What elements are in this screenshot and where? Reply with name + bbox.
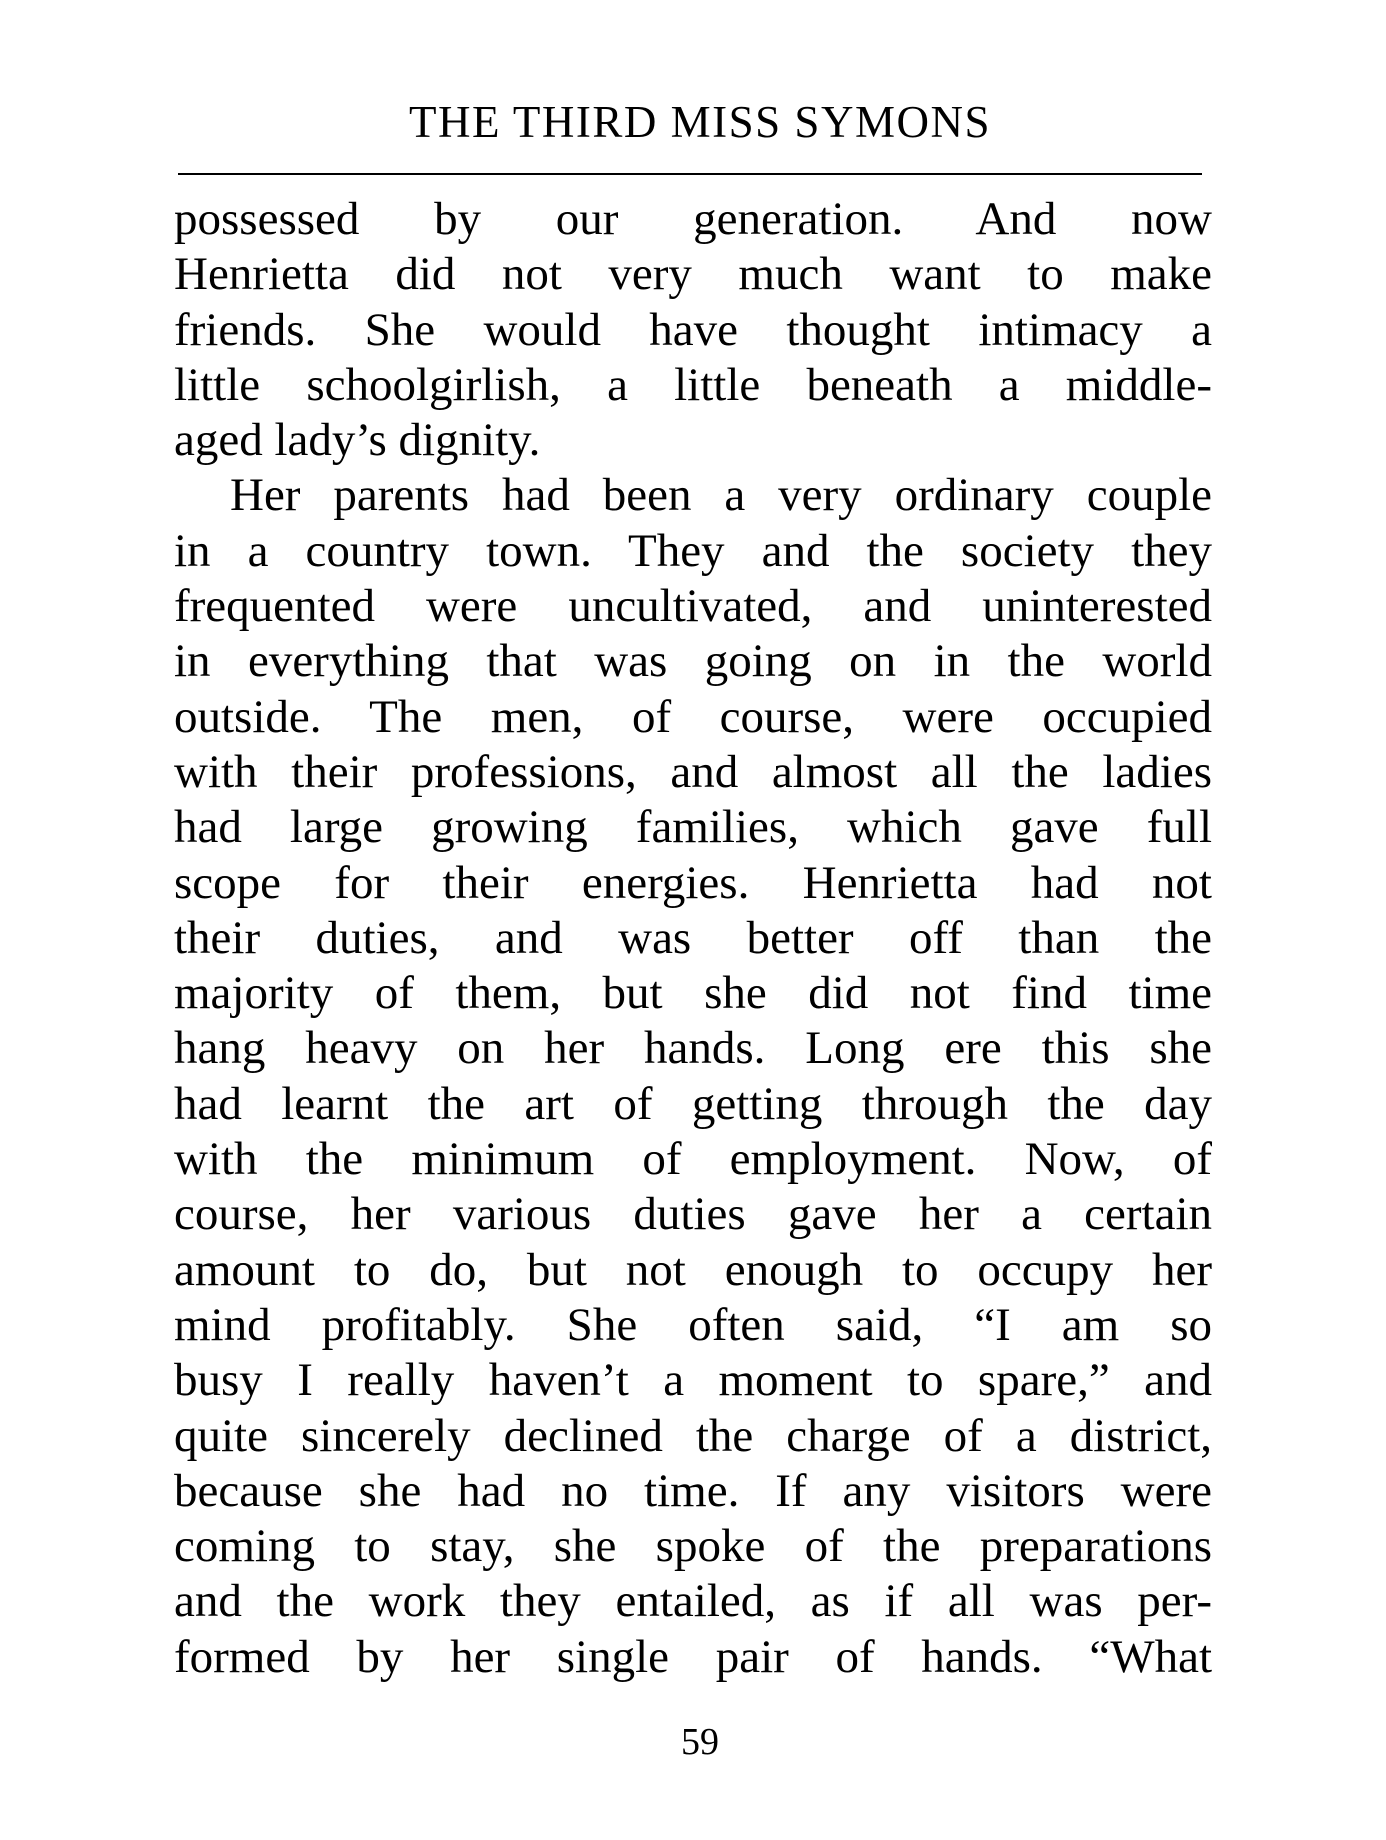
text-line: coming to stay, she spoke of the preparations	[174, 1520, 1212, 1573]
text-line: Her parents had been a very ordinary couple	[230, 469, 1212, 522]
text-line: in everything that was going on in the world	[174, 635, 1212, 688]
text-line: their duties, and was better off than the	[174, 911, 1212, 964]
text-line: quite sincerely declined the charge of a district,	[174, 1409, 1212, 1462]
text-line: had large growing families, which gave full	[174, 801, 1212, 854]
text-line: course, her various duties gave her a certain	[174, 1188, 1212, 1241]
text-line: outside. The men, of course, were occupied	[174, 690, 1212, 743]
text-line: amount to do, but not enough to occupy her	[174, 1243, 1212, 1296]
page-number: 59	[681, 1721, 719, 1763]
text-line: busy I really haven’t a moment to spare,” and	[174, 1354, 1212, 1407]
body-text	[174, 192, 1212, 1685]
text-line: possessed by our generation. And now	[174, 193, 1212, 245]
header-rule	[178, 173, 1202, 175]
text-line: Henrietta did not very much want to make	[174, 248, 1212, 301]
text-line: scope for their energies. Henrietta had not	[174, 856, 1212, 909]
text-line: with their professions, and almost all the ladies	[174, 745, 1212, 798]
text-line: friends. She would have thought intimacy a	[174, 303, 1212, 356]
text-line: because she had no time. If any visitors were	[174, 1464, 1212, 1517]
running-header: THE THIRD MISS SYMONS	[408, 97, 991, 147]
text-line: frequented were uncultivated, and uninterested	[174, 580, 1212, 633]
text-line: had learnt the art of getting through the day	[174, 1077, 1212, 1130]
text-line: with the minimum of employment. Now, of	[174, 1133, 1212, 1186]
text-line: formed by her single pair of hands. “What	[174, 1630, 1212, 1683]
text-line: hang heavy on her hands. Long ere this she	[174, 1022, 1212, 1075]
text-line: mind profitably. She often said, “I am so	[174, 1298, 1212, 1351]
text-line: majority of them, but she did not find time	[174, 967, 1212, 1020]
text-line: in a country town. They and the society they	[174, 524, 1212, 577]
text-line: aged lady’s dignity.	[174, 414, 541, 467]
text-line: little schoolgirlish, a little beneath a middle-	[174, 358, 1212, 411]
text-line: and the work they entailed, as if all was per-	[174, 1575, 1212, 1628]
